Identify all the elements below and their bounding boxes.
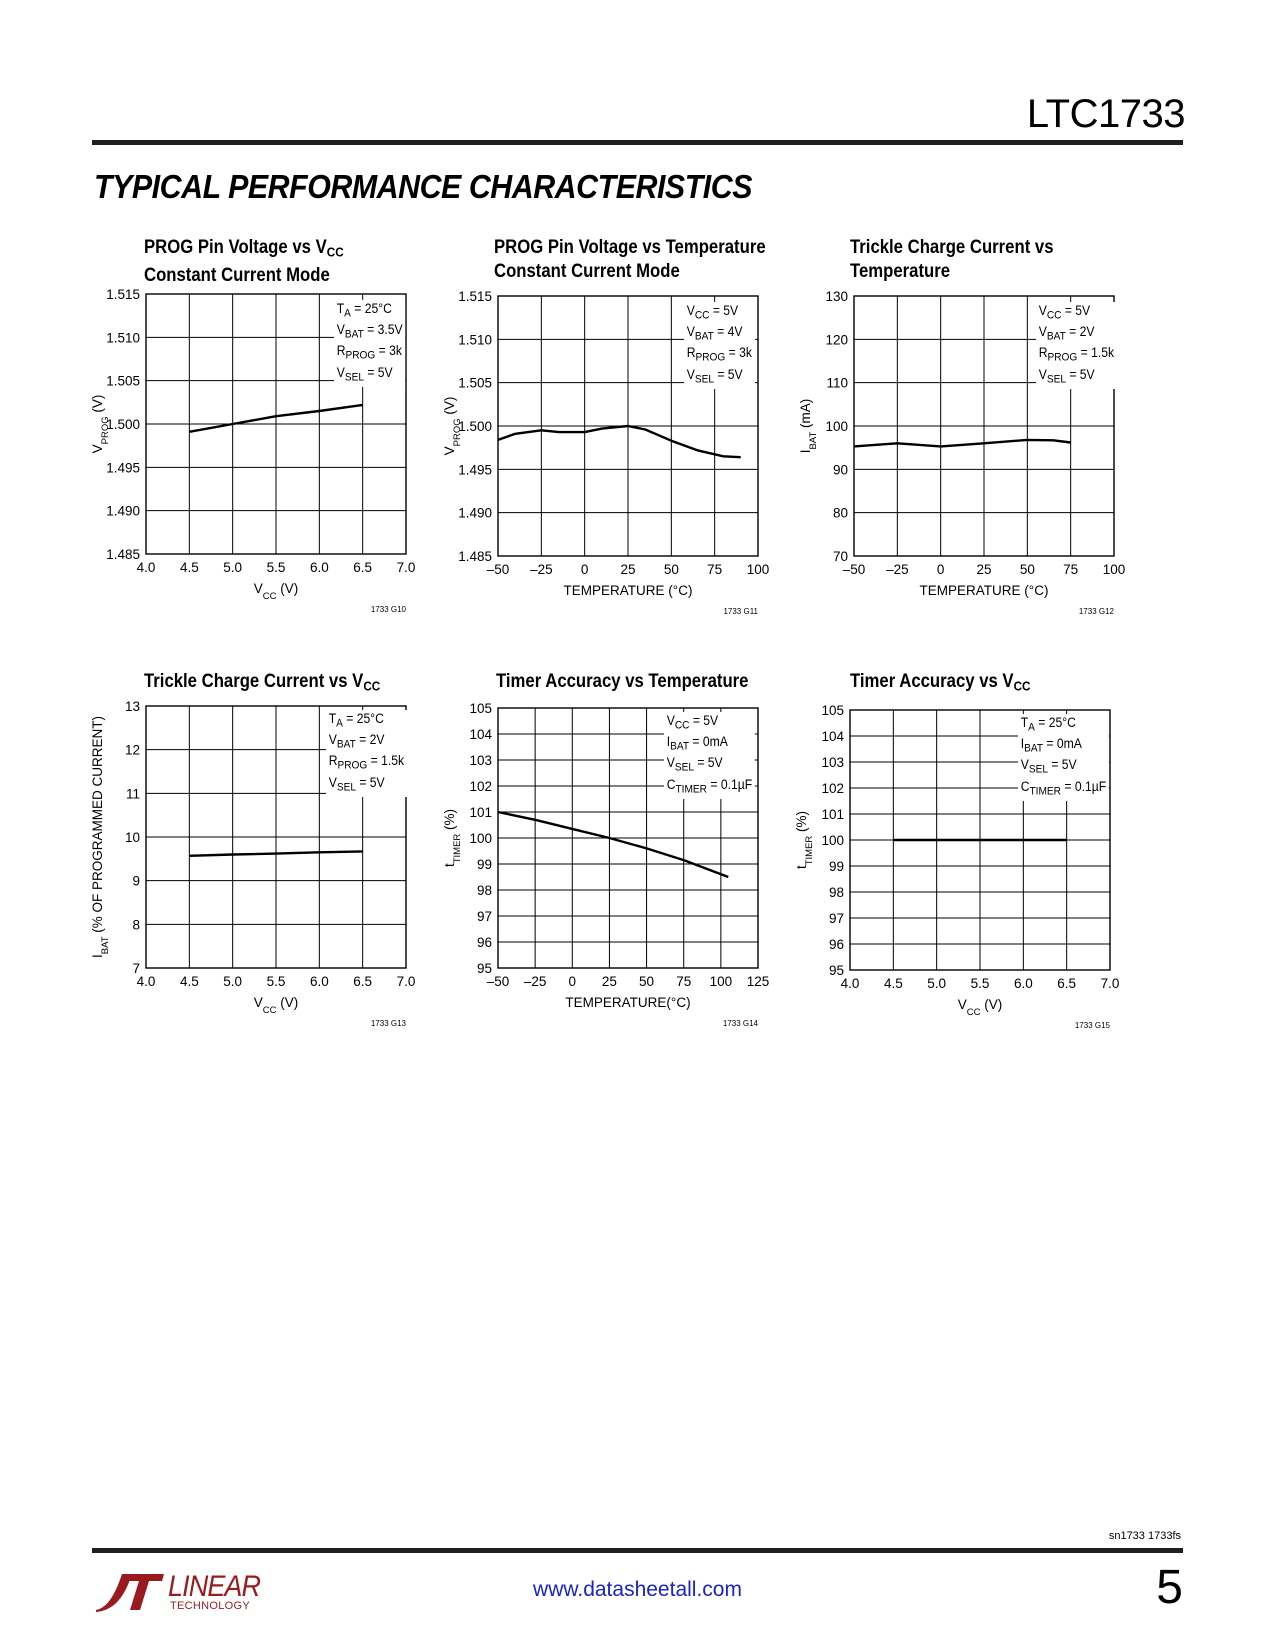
chart-svg xyxy=(794,670,1184,1080)
x-tick-label: 100 xyxy=(709,974,733,989)
y-axis-label: $V_{PROG}$ (V) xyxy=(442,396,463,456)
x-tick-label: 4.0 xyxy=(136,974,156,989)
y-axis-label: $t_{TIMER}$ (%) xyxy=(442,808,463,868)
x-tick-label: 5.0 xyxy=(223,560,243,575)
x-tick-label: 0 xyxy=(568,974,577,989)
chart-5 xyxy=(440,670,830,1080)
figure-code: 1733 G12 xyxy=(1078,607,1114,616)
x-tick-label: –25 xyxy=(886,562,909,577)
condition-line: $V_{SEL} = 5V$ xyxy=(1038,366,1095,386)
website-link[interactable]: www.datasheetall.com xyxy=(533,1578,742,1601)
test-conditions xyxy=(1018,714,1109,801)
test-conditions xyxy=(1036,302,1117,389)
x-tick-label: 6.5 xyxy=(353,560,373,575)
test-conditions xyxy=(334,300,405,387)
y-tick-label: 103 xyxy=(469,753,492,768)
y-tick-label: 7 xyxy=(132,961,140,976)
y-tick-label: 120 xyxy=(825,332,848,348)
y-tick-label: 1.495 xyxy=(106,460,140,476)
x-axis-label: TEMPERATURE (°C) xyxy=(563,583,693,598)
y-tick-label: 70 xyxy=(832,549,848,564)
x-tick-label: 50 xyxy=(1019,562,1035,577)
x-tick-label: 75 xyxy=(707,562,723,577)
y-tick-label: 1.490 xyxy=(458,505,492,521)
x-tick-label: 4.5 xyxy=(883,976,903,991)
condition-line: $V_{SEL} = 5V$ xyxy=(666,755,723,775)
x-tick-label: 5.5 xyxy=(266,560,286,575)
chart-svg xyxy=(794,236,1184,646)
figure-code: 1733 G10 xyxy=(370,605,406,614)
x-tick-label: 125 xyxy=(746,974,770,989)
chart-3 xyxy=(794,236,1184,646)
x-tick-label: –50 xyxy=(486,974,510,989)
header-rule xyxy=(92,140,1183,145)
y-tick-label: 8 xyxy=(132,917,140,933)
x-axis-label: TEMPERATURE(°C) xyxy=(565,995,691,1010)
part-number: LTC1733 xyxy=(1026,92,1185,136)
x-tick-label: 0 xyxy=(936,562,945,577)
y-tick-label: 98 xyxy=(828,885,844,900)
figure-code: 1733 G15 xyxy=(1074,1021,1110,1030)
condition-line: $V_{BAT} = 2V$ xyxy=(328,732,385,751)
x-tick-label: 75 xyxy=(676,974,692,989)
condition-line: $V_{BAT} = 2V$ xyxy=(1038,324,1095,343)
condition-line: $R_{PROG} = 1.5k$ xyxy=(1038,345,1115,365)
x-tick-label: 5.5 xyxy=(970,976,990,991)
x-tick-label: 25 xyxy=(976,562,992,577)
x-tick-label: 75 xyxy=(1063,562,1079,577)
x-tick-label: 4.0 xyxy=(136,560,156,575)
condition-line: $C_{TIMER} = 0.1\mu F$ xyxy=(666,776,753,796)
chart-title-line: PROG Pin Voltage vs $V_{CC}$ xyxy=(144,237,344,260)
y-tick-label: 1.490 xyxy=(106,503,140,519)
series-line xyxy=(498,426,741,457)
y-axis-label: $I_{BAT}$ (mA) xyxy=(798,398,819,454)
condition-line: $V_{BAT} = 3.5V$ xyxy=(336,322,403,341)
x-tick-label: 100 xyxy=(1102,562,1126,577)
footer-doc-code: sn1733 1733fs xyxy=(1108,1530,1181,1542)
chart-title-line: Constant Current Mode xyxy=(494,261,680,282)
chart-title-line: PROG Pin Voltage vs Temperature xyxy=(494,237,766,258)
y-tick-label: 95 xyxy=(476,961,492,976)
series-line xyxy=(854,440,1071,447)
x-tick-label: 4.5 xyxy=(179,560,199,575)
y-tick-label: 90 xyxy=(832,462,848,478)
y-tick-label: 1.485 xyxy=(458,549,492,564)
y-tick-label: 13 xyxy=(124,699,140,714)
x-tick-label: –50 xyxy=(842,562,866,577)
y-tick-label: 96 xyxy=(476,935,492,950)
condition-line: $V_{SEL} = 5V$ xyxy=(1020,757,1077,777)
y-tick-label: 1.515 xyxy=(458,289,492,304)
y-tick-label: 100 xyxy=(821,833,844,848)
condition-line: $R_{PROG} = 3k$ xyxy=(686,345,752,365)
chart-title-line: Constant Current Mode xyxy=(144,265,330,287)
y-tick-label: 105 xyxy=(469,701,492,716)
y-tick-label: 80 xyxy=(832,505,848,521)
y-tick-label: 10 xyxy=(124,830,140,845)
x-tick-label: 6.0 xyxy=(309,560,329,575)
chart-svg xyxy=(438,236,828,646)
y-tick-label: 99 xyxy=(828,859,844,874)
y-tick-label: 104 xyxy=(821,729,844,744)
chart-4 xyxy=(88,670,478,1080)
condition-line: $R_{PROG} = 1.5k$ xyxy=(328,753,405,773)
test-conditions xyxy=(684,302,755,389)
condition-line: $C_{TIMER} = 0.1\mu F$ xyxy=(1020,778,1107,798)
condition-line: $I_{BAT} = 0mA$ xyxy=(666,734,728,753)
x-tick-label: 7.0 xyxy=(396,974,416,989)
x-tick-label: 6.5 xyxy=(353,974,373,989)
test-conditions xyxy=(664,712,755,799)
condition-line: $T_A = 25^\circ C$ xyxy=(336,301,392,320)
y-tick-label: 103 xyxy=(821,755,844,770)
chart-2 xyxy=(438,236,828,646)
y-tick-label: 95 xyxy=(828,963,844,978)
x-tick-label: 6.0 xyxy=(1013,976,1033,991)
y-tick-label: 1.510 xyxy=(106,330,140,346)
logo-word: LINEAR xyxy=(168,1570,261,1603)
x-tick-label: 100 xyxy=(746,562,770,577)
test-conditions xyxy=(326,710,407,797)
condition-line: $I_{BAT} = 0mA$ xyxy=(1020,736,1082,755)
x-tick-label: 0 xyxy=(580,562,589,577)
y-tick-label: 98 xyxy=(476,883,492,898)
condition-line: $T_A = 25^\circ C$ xyxy=(1020,715,1076,734)
y-tick-label: 105 xyxy=(821,703,844,718)
x-tick-label: –50 xyxy=(486,562,510,577)
chart-title-line: Temperature xyxy=(850,261,951,282)
x-tick-label: 25 xyxy=(601,974,617,989)
y-tick-label: 1.505 xyxy=(458,375,492,391)
chart-svg xyxy=(440,670,830,1080)
x-tick-label: 5.0 xyxy=(927,976,947,991)
y-tick-label: 110 xyxy=(826,375,848,391)
condition-line: $T_A = 25^\circ C$ xyxy=(328,711,384,730)
y-tick-label: 100 xyxy=(825,419,848,434)
x-tick-label: 50 xyxy=(663,562,679,577)
chart-6 xyxy=(794,670,1184,1080)
x-axis-label: $V_{CC}$ (V) xyxy=(253,581,299,602)
y-tick-label: 97 xyxy=(828,911,844,926)
x-tick-label: –25 xyxy=(523,974,547,989)
y-tick-label: 1.500 xyxy=(106,417,140,432)
condition-line: $V_{SEL} = 5V$ xyxy=(336,364,393,384)
y-tick-label: 1.485 xyxy=(106,547,140,562)
x-tick-label: 6.5 xyxy=(1057,976,1077,991)
series-line xyxy=(498,812,728,877)
section-title: TYPICAL PERFORMANCE CHARACTERISTICS xyxy=(94,168,753,205)
y-tick-label: 130 xyxy=(825,289,848,304)
y-axis-label: $t_{TIMER}$ (%) xyxy=(794,810,815,870)
y-tick-label: 12 xyxy=(124,742,140,758)
y-tick-label: 1.515 xyxy=(106,287,140,302)
condition-line: $R_{PROG} = 3k$ xyxy=(336,343,402,363)
x-axis-label: $V_{CC}$ (V) xyxy=(253,995,299,1016)
x-tick-label: 50 xyxy=(639,974,655,989)
condition-line: $V_{BAT} = 4V$ xyxy=(686,324,743,343)
y-tick-label: 1.495 xyxy=(458,462,492,478)
y-tick-label: 97 xyxy=(476,909,492,924)
footer-rule xyxy=(92,1548,1183,1553)
y-tick-label: 100 xyxy=(469,831,492,846)
x-tick-label: –25 xyxy=(530,562,553,577)
y-tick-label: 104 xyxy=(469,727,492,742)
y-tick-label: 99 xyxy=(476,857,492,872)
condition-line: $V_{CC} = 5V$ xyxy=(666,713,719,732)
chart-title-line: Trickle Charge Current vs $V_{CC}$ xyxy=(144,671,381,694)
x-tick-label: 5.5 xyxy=(266,974,286,989)
x-tick-label: 7.0 xyxy=(396,560,416,575)
condition-line: $V_{CC} = 5V$ xyxy=(686,303,739,322)
y-tick-label: 101 xyxy=(821,807,844,822)
y-tick-label: 96 xyxy=(828,937,844,952)
y-tick-label: 1.505 xyxy=(106,373,140,389)
x-tick-label: 25 xyxy=(620,562,636,577)
y-tick-label: 101 xyxy=(469,805,492,820)
chart-svg xyxy=(88,236,478,646)
y-axis-label: $V_{PROG}$ (V) xyxy=(90,394,111,454)
y-tick-label: 11 xyxy=(125,786,140,802)
x-axis-label: TEMPERATURE (°C) xyxy=(919,583,1049,598)
y-tick-label: 102 xyxy=(821,781,844,796)
y-tick-label: 1.510 xyxy=(458,332,492,348)
y-tick-label: 1.500 xyxy=(458,419,492,434)
chart-title-line: Timer Accuracy vs Temperature xyxy=(496,671,749,692)
condition-line: $V_{CC} = 5V$ xyxy=(1038,303,1091,322)
x-axis-label: $V_{CC}$ (V) xyxy=(957,997,1003,1018)
y-tick-label: 102 xyxy=(469,779,492,794)
figure-code: 1733 G11 xyxy=(723,607,758,616)
chart-svg xyxy=(88,670,478,1080)
figure-code: 1733 G13 xyxy=(370,1019,406,1028)
x-tick-label: 7.0 xyxy=(1100,976,1120,991)
figure-code: 1733 G14 xyxy=(722,1019,758,1028)
logo-subtitle: TECHNOLOGY xyxy=(170,1600,251,1612)
x-tick-label: 4.5 xyxy=(179,974,199,989)
y-axis-label: $I_{BAT}$ (% OF PROGRAMMED CURRENT) xyxy=(90,715,111,959)
chart-title-line: Timer Accuracy vs $V_{CC}$ xyxy=(850,671,1031,694)
x-tick-label: 5.0 xyxy=(223,974,243,989)
chart-title-line: Trickle Charge Current vs xyxy=(850,237,1054,258)
chart-1 xyxy=(88,236,478,646)
condition-line: $V_{SEL} = 5V$ xyxy=(328,774,385,794)
page-number: 5 xyxy=(1156,1561,1183,1614)
condition-line: $V_{SEL} = 5V$ xyxy=(686,366,743,386)
y-tick-label: 9 xyxy=(132,873,140,889)
x-tick-label: 4.0 xyxy=(840,976,860,991)
x-tick-label: 6.0 xyxy=(309,974,329,989)
